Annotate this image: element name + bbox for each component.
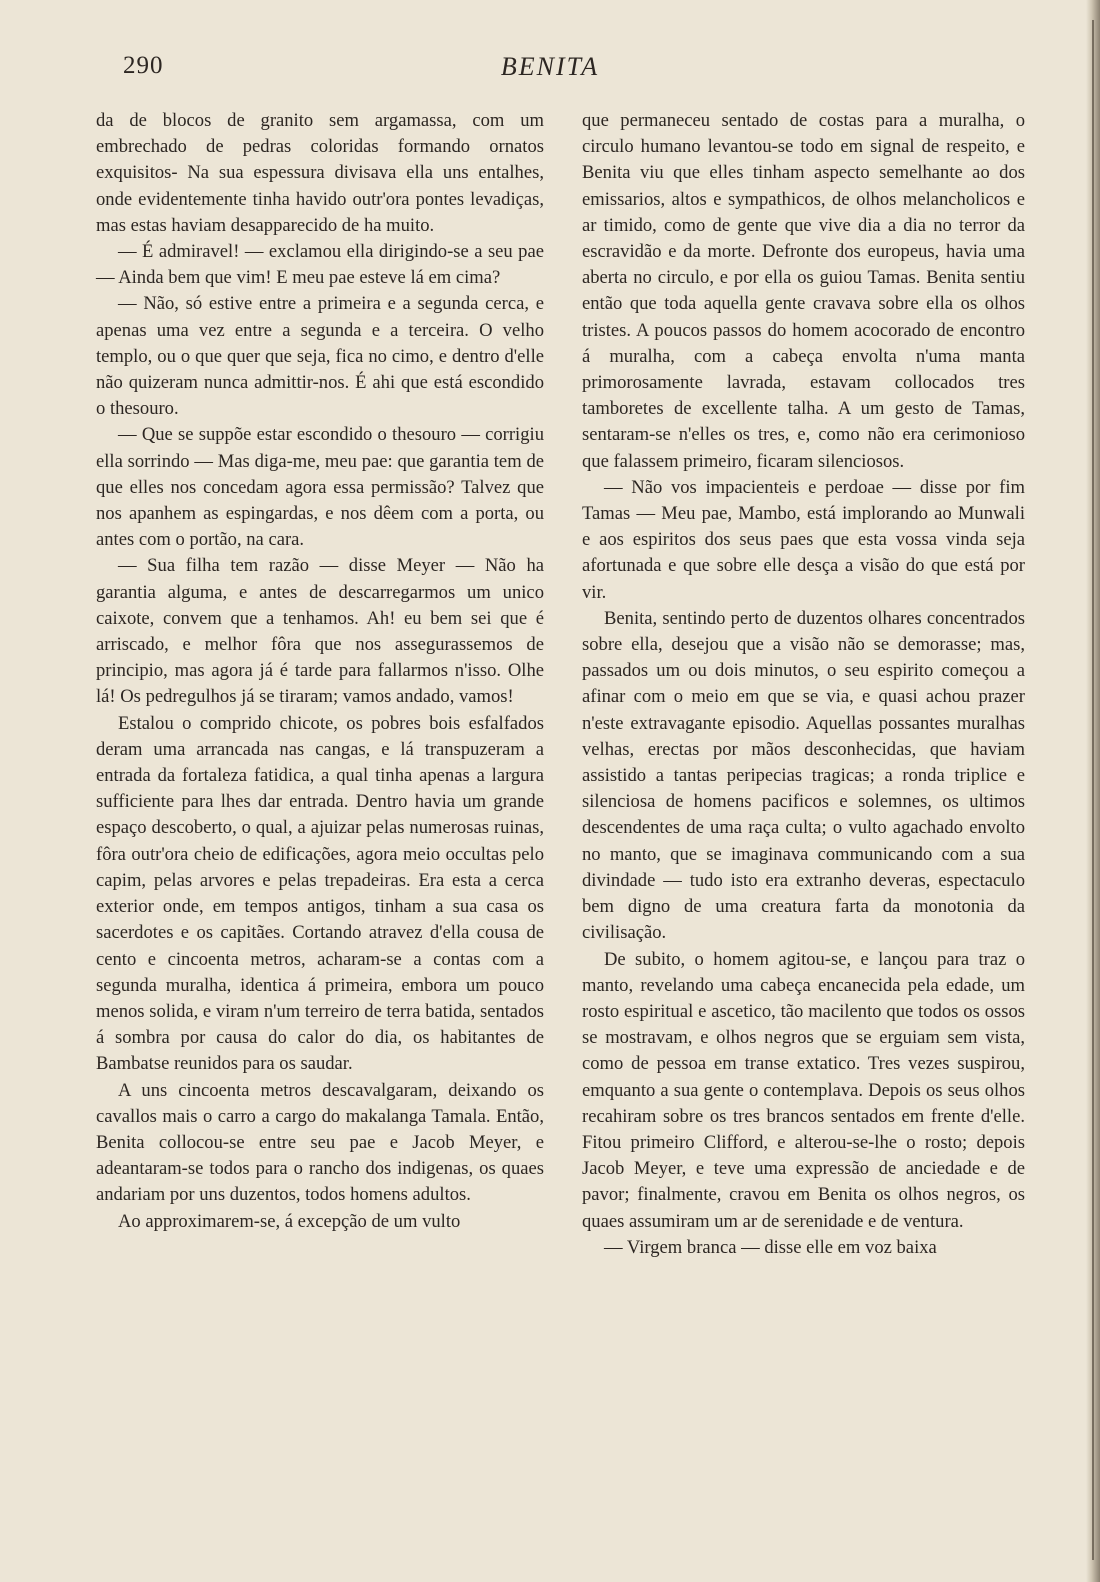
page-number: 290 bbox=[123, 52, 164, 79]
paragraph: — É admiravel! — exclamou ella dirigindo-se a seu pae — Ainda bem que vim! E meu pae esteve lá em cima? bbox=[96, 241, 544, 289]
paragraph: que permaneceu sentado de costas para a muralha, o circulo humano levantou-se todo em signal de respeito, e Benita viu que elles tinham aspecto semelhante ao dos emissarios, altos e sympathicos, de olhos melancholicos e ar timido, como de gente que vive dia a dia no terror da escravidão e da morte. Defronte dos europeus, havia uma aberta no circulo, e por ella os guiou Tamas. Benita sentiu então que toda aquella gente cravava sobre ella os olhos tristes. A poucos passos do homem acocorado de encontro á muralha, com a cabeça envolta n'uma manta primorosamente lavrada, estavam collocados tres tamboretes de excellente talha. A um gesto de Tamas, sentaram-se n'elles os tres, e, como não era cerimonioso que falassem primeiro, ficaram silenciosos. bbox=[582, 110, 1025, 472]
right-column bbox=[582, 108, 1025, 1261]
running-title: BENITA bbox=[500, 52, 600, 81]
binding-shadow bbox=[1092, 20, 1094, 1560]
paragraph: — Virgem branca — disse elle em voz baixa bbox=[604, 1236, 937, 1258]
paragraph: Estalou o comprido chicote, os pobres bois esfalfados deram uma arrancada nas cangas, e lá transpuzeram a entrada da fortaleza fatidica, a qual tinha apenas a largura sufficiente para lhes dar entrada. Dentro havia um grande espaço descoberto, o qual, a ajuizar pelas numerosas ruinas, fôra outr'ora cheio de edificações, agora meio occultas pelo capim, pelas arvores e pelas trepadeiras. Era esta a cerca exterior onde, em tempos antigos, tinham a sua casa os sacerdotes e os capitães. Cortando atravez d'ella cousa de cento e cincoenta metros, acharam-se a contas com a segunda muralha, identica á primeira, embora um pouco menos solida, e viram n'um terreiro de terra batida, sentados á sombra por causa do calor do dia, os habitantes de Bambatse reunidos para os saudar. bbox=[96, 712, 544, 1075]
paragraph: De subito, o homem agitou-se, e lançou para traz o manto, revelando uma cabeça encanecida pela edade, um rosto espiritual e ascetico, tão macilento que todos os ossos se mostravam, e olhos negros que se erguiam sem vista, como de pessoa em transe extatico. Tres vezes suspirou, emquanto a sua gente o contemplava. Depois os seus olhos recahiram sobre os tres brancos sentados em frente d'elle. Fitou primeiro Clifford, e alterou-se-lhe o rosto; depois Jacob Meyer, e teve uma expressão de anciedade e de pavor; finalmente, cravou em Benita os olhos negros, os quaes assumiram um ar de serenidade e de ventura. bbox=[582, 948, 1025, 1232]
paragraph: da de blocos de granito sem argamassa, com um embrechado de pedras coloridas formando ornatos exquisitos- Na sua espessura divisava ella uns entalhes, onde evidentemente tinha havido outr'ora pontes levadiças, mas estas haviam desapparecido de ha muito. bbox=[96, 110, 544, 236]
paragraph: — Não vos impacienteis e perdoae — disse por fim Tamas — Meu pae, Mambo, está implorando ao Munwali e aos espiritos dos seus paes que esta vossa vinda seja afortunada e que sobre elle desça a visão do que está por vir. bbox=[582, 476, 1025, 603]
paragraph: — Sua filha tem razão — disse Meyer — Não ha garantia alguma, e antes de descarregarmos um unico caixote, convem que a tenhamos. Ah! eu bem sei que é arriscado, e melhor fôra que nos assegurassemos de principio, mas agora já é tarde para fallarmos n'isso. Olhe lá! Os pedregulhos já se tiraram; vamos andado, vamos! bbox=[96, 555, 544, 708]
paragraph: Ao approximarem-se, á excepção de um vulto bbox=[118, 1210, 461, 1232]
paragraph: A uns cincoenta metros descavalgaram, deixando os cavallos mais o carro a cargo do makalanga Tamala. Então, Benita collocou-se entre seu pae e Jacob Meyer, e adeantaram-se todos para o rancho dos indigenas, os quaes andariam por uns duzentos, todos homens adultos. bbox=[96, 1079, 544, 1206]
paragraph: — Não, só estive entre a primeira e a segunda cerca, e apenas uma vez entre a segunda e a terceira. O velho templo, ou o que quer que seja, fica no cimo, e dentro d'elle não quizeram nunca admittir-nos. É ahi que está escondido o thesouro. bbox=[96, 293, 544, 420]
page-header bbox=[0, 52, 1100, 88]
paragraph: Benita, sentindo perto de duzentos olhares concentrados sobre ella, desejou que a visão não se demorasse; mas, passados um ou dois minutos, o seu espirito começou a afinar com o meio em que se via, e quasi achou prazer n'este extravagante episodio. Aquellas possantes muralhas velhas, erectas por mãos desconhecidas, que haviam assistido a tantas peripecias tragicas; a ronda triplice e silenciosa de homens pacificos e solemnes, os ultimos descendentes de uma raça culta; o vulto agachado envolto no manto, que se imaginava communicando com a sua divindade — tudo isto era extranho deveras, espectaculo bem digno de uma creatura farta da monotonia da civilisação. bbox=[582, 607, 1025, 944]
paragraph: — Que se suppõe estar escondido o thesouro — corrigiu ella sorrindo — Mas diga-me, meu pae: que garantia tem de que elles nos concedam agora essa permissão? Talvez que nos apanhem as espingardas, e nos dêem com a porta, ou antes com o portão, na cara. bbox=[96, 424, 544, 551]
left-column bbox=[96, 108, 544, 1235]
